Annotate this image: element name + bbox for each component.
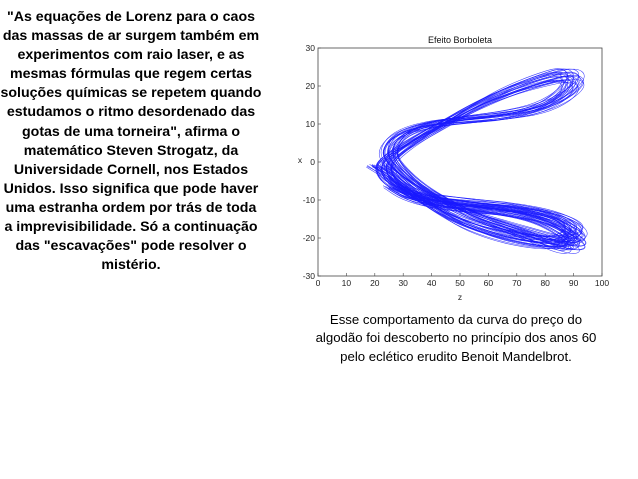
x-tick-label: 0	[315, 278, 321, 288]
x-tick-label: 50	[455, 278, 465, 288]
y-axis-label: x	[297, 155, 303, 165]
x-tick-label: 40	[426, 278, 437, 288]
figure-caption: Esse comportamento da curva do preço do algodão foi descoberto no princípio dos anos 60 pelo eclético erudito Benoit Mandelbrot.	[315, 312, 597, 364]
x-tick-label: 60	[483, 278, 494, 288]
plot-svg	[290, 32, 614, 302]
x-tick-label: 20	[370, 278, 380, 288]
y-tick-label: -10	[302, 195, 315, 205]
quote-text: "As equações de Lorenz para o caos das massas de ar surgem também em experimentos com raio laser, e as mesmas fórmulas que regem certas soluções químicas se repetem quando estudamos o ritmo desordenado das gotas de uma torneira", afirma o matemático Steven Strogatz, da Universidade Cornell, nos Estados Unidos. Isso significa que pode haver uma estranha ordem por trás de toda a imprevisibilidade. Só a continuação das "escavações" pode resolver o mistério.	[0, 9, 262, 274]
x-tick-label: 90	[568, 278, 579, 288]
x-tick-label: 10	[341, 278, 352, 288]
y-tick-label: -30	[302, 271, 315, 281]
x-axis-label: z	[457, 292, 463, 302]
y-tick-label: 0	[310, 157, 315, 167]
plot-title: Efeito Borboleta	[427, 35, 493, 45]
x-tick-label: 30	[398, 278, 408, 288]
y-tick-label: -20	[302, 233, 315, 243]
butterfly-effect-plot	[290, 32, 614, 302]
x-tick-label: 70	[512, 278, 522, 288]
y-tick-label: 20	[305, 81, 315, 91]
y-tick-label: 10	[305, 119, 315, 129]
x-tick-label: 80	[540, 278, 550, 288]
y-tick-label: 30	[305, 43, 315, 53]
x-tick-label: 100	[594, 278, 610, 288]
